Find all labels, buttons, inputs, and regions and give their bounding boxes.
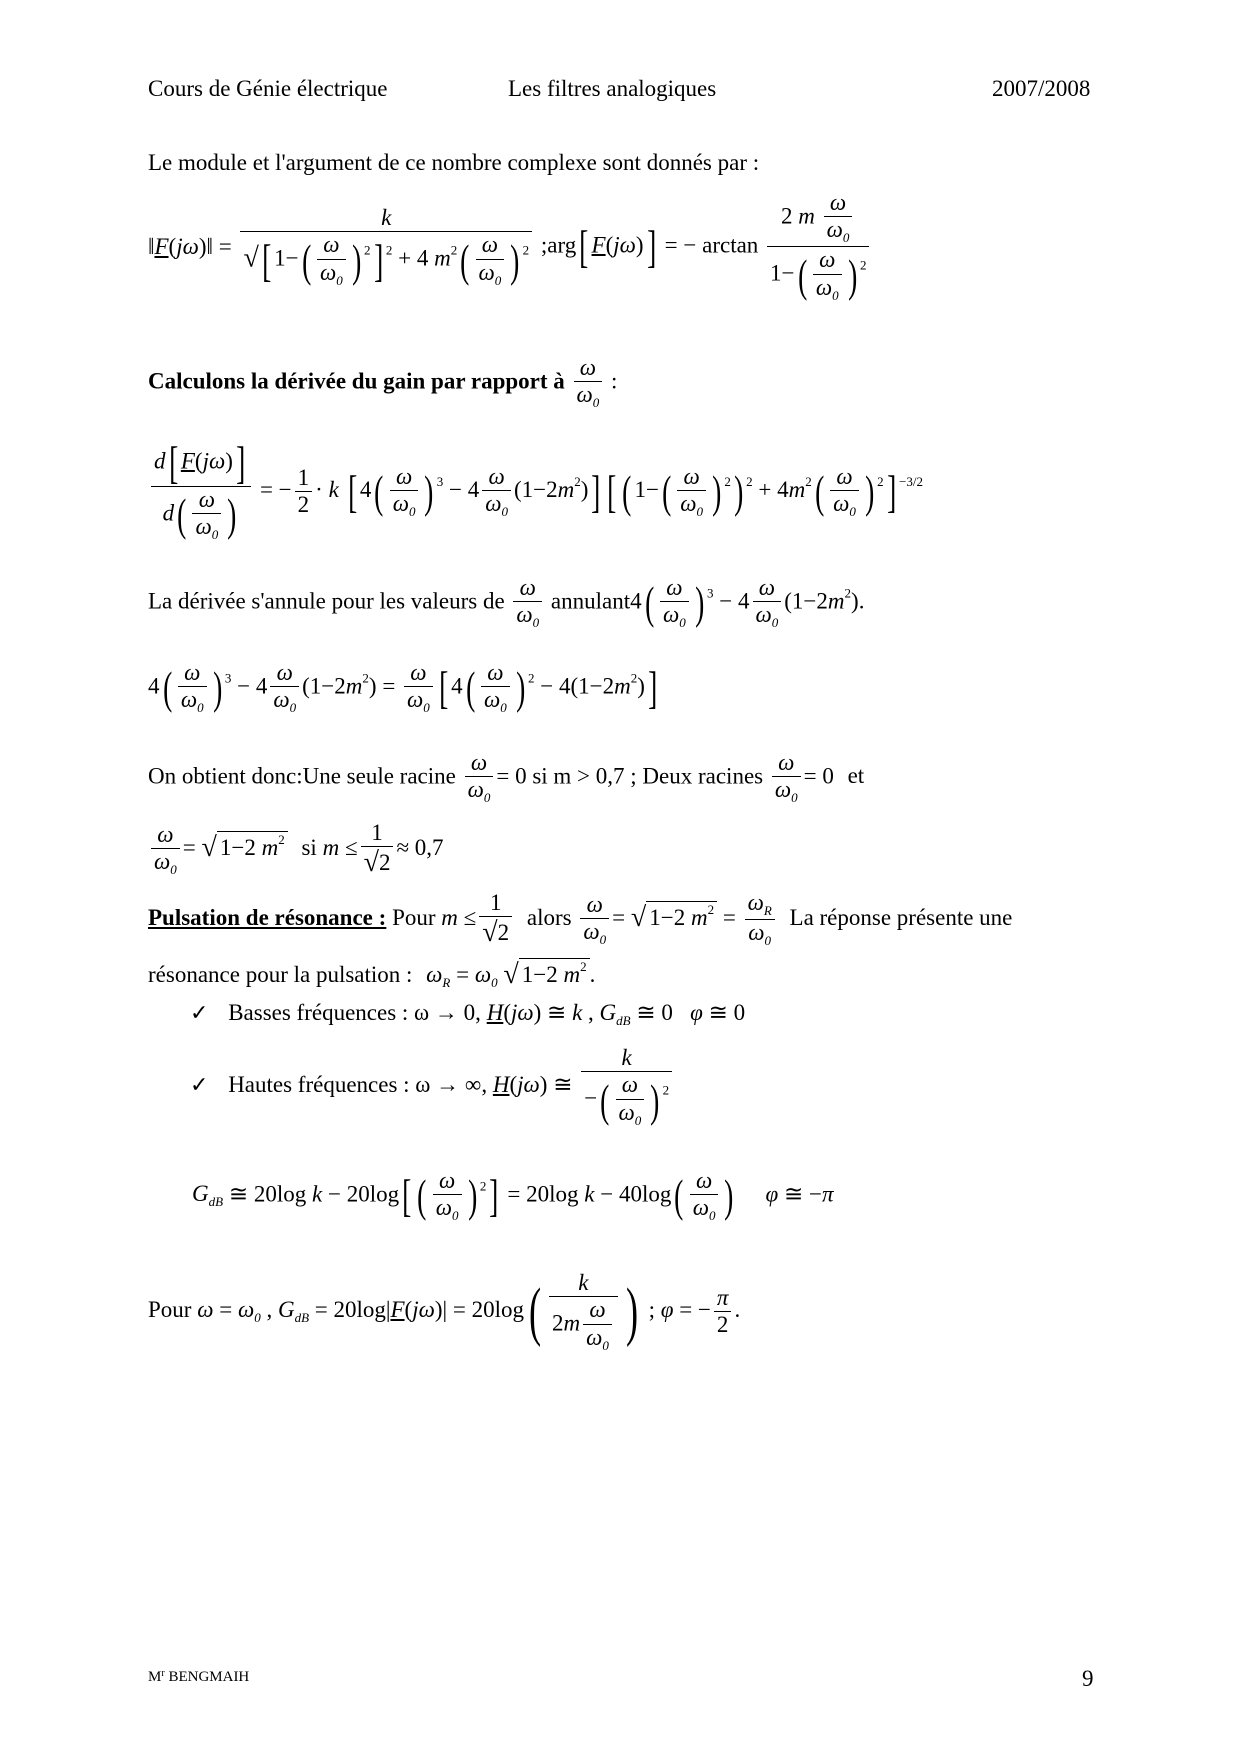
roots-text-c: = 0 <box>803 763 834 789</box>
roots-cond: si <box>301 835 317 861</box>
resonance-line2-text: résonance pour la pulsation : <box>148 962 413 987</box>
bullet-low-freq: ✓ Basses fréquences : ω → 0, H(jω) ≅ k , $G_{dB}$ ≅ 0 φ ≅ 0 <box>190 1000 746 1028</box>
zero-text-mid: annulant <box>550 588 631 614</box>
page-number: 9 <box>1082 1666 1094 1691</box>
roots-text-d: et <box>847 763 865 789</box>
footer-author-prefix: M <box>148 1669 162 1685</box>
pour-last: Pour <box>148 1297 192 1323</box>
intro-text: Le module et l'argument de ce nombre complexe sont donnés par : <box>148 150 760 175</box>
equation-derivative: d[ F(jω)] d( $\frac{\omega}{\omega_0}$ ) = − $\frac{1}{2}$ · k [ 4( $\frac{\omega}{\omega_0}$ ) $^3$ − 4 $\frac{\omega}{\omega_0}$ $(1-2m^2)$] [ ( 1−( $\frac{\omega}{\omega_0}$ ) $^2$) $^2 + 4m^2$( $\frac{\omega}{\omega_0}$ ) $^2$] $^{-3/2}$ <box>148 440 923 543</box>
roots-text-b: = 0 si m > 0,7 ; Deux racines <box>496 763 764 789</box>
equation-at-omega0: Pour $\omega = \omega_0$ , $G_{dB} = 20\log|F(j\omega)| = 20\log$( k 2m $\frac{\omega}{\omega_0}$ ) ; φ = − $\frac{\pi}{2}$ . <box>148 1270 741 1353</box>
roots-text-a: On obtient donc:Une seule racine <box>148 763 456 789</box>
derivative-heading-colon: : <box>611 368 618 394</box>
resonance-line: Pulsation de résonance : Pour m ≤ $\frac{1}{√2}$ alors $\frac{\omega}{\omega_0}$ = √ 1−2 $m^2$ = $\frac{\omega_R}{\omega_0}$ La réponse présente une <box>148 890 1013 949</box>
derivative-heading: Calculons la dérivée du gain par rapport à $\frac{\omega}{\omega_0}$ : <box>148 355 618 411</box>
checkmark-icon: ✓ <box>190 1073 209 1099</box>
footer-author-sup: r <box>161 1668 165 1679</box>
resonance-alors: alors <box>526 905 572 931</box>
derivative-heading-text: Calculons la dérivée du gain par rapport à <box>148 368 565 394</box>
resonance-tail: La réponse présente une <box>789 905 1013 931</box>
roots-approx: ≈ 0,7 <box>396 835 444 861</box>
resonance-line-2: résonance pour la pulsation : $\omega_R = \omega_0$ √ 1−2 $m^2$ . <box>148 959 596 990</box>
equation-factorization: 4( $\frac{\omega}{\omega_0}$ ) $^3$ − 4 $\frac{\omega}{\omega_0}$ $(1-2m^2)$ = $\frac{\omega}{\omega_0}$ [ 4( $\frac{\omega}{\omega_0}$ ) $^2 - 4(1-2m^2)$] <box>148 660 658 716</box>
header-right: 2007/2008 <box>992 76 1091 101</box>
roots-line-2: $\frac{\omega}{\omega_0}$ = √ 1−2 $m^2$ si m ≤ $\frac{1}{√2}$ ≈ 0,7 <box>148 820 444 880</box>
header-left: Cours de Génie électrique <box>148 76 388 101</box>
zero-condition-line: La dérivée s'annule pour les valeurs de $\frac{\omega}{\omega_0}$ annulant4( $\frac{\omega}{\omega_0}$ ) $^3$ − 4 $\frac{\omega}{\omega_0}$ $(1-2m^2)$. <box>148 575 865 631</box>
header-center: Les filtres analogiques <box>508 76 717 101</box>
resonance-pour: Pour <box>392 905 436 931</box>
footer-author-name: BENGMAIH <box>164 1669 250 1685</box>
zero-text: La dérivée s'annule pour les valeurs de <box>148 588 505 614</box>
footer-author <box>148 1668 249 1686</box>
low-freq-text: Basses fréquences : ω → 0, <box>228 1000 481 1025</box>
checkmark-icon: ✓ <box>190 1001 209 1026</box>
roots-line: On obtient donc:Une seule racine $\frac{\omega}{\omega_0}$ = 0 si m > 0,7 ; Deux racines $\frac{\omega}{\omega_0}$ = 0 et <box>148 750 865 806</box>
equation-gain-high-freq: $G_{dB}$ ≅ 20log k − 20log[ ( $\frac{\omega}{\omega_0}$ ) $^2$] = 20log k − 40log( $\frac{\omega}{\omega_0}$ ) φ ≅ −π <box>192 1168 834 1224</box>
bullet-high-freq: ✓ Hautes fréquences : ω → ∞, H(jω) ≅ k −( $\frac{\omega}{\omega_0}$ ) $^2$ <box>190 1045 675 1129</box>
equation-modulus-argument: ‖F(jω)‖ = k √[ 1−( $\frac{\omega}{\omega_0}$ ) $^2$] $^2$ + 4 $m^2$( $\frac{\omega}{\omega_0}$ ) $^2$ ;arg[ F(jω)] = − arctan 2 m $\frac{\omega}{\omega_0}$ 1−( $\frac{\omega}{\omega_0}$ ) $^2$ <box>148 190 872 304</box>
resonance-label: Pulsation de résonance : <box>148 905 387 931</box>
high-freq-text: Hautes fréquences : ω → ∞, <box>228 1072 488 1098</box>
